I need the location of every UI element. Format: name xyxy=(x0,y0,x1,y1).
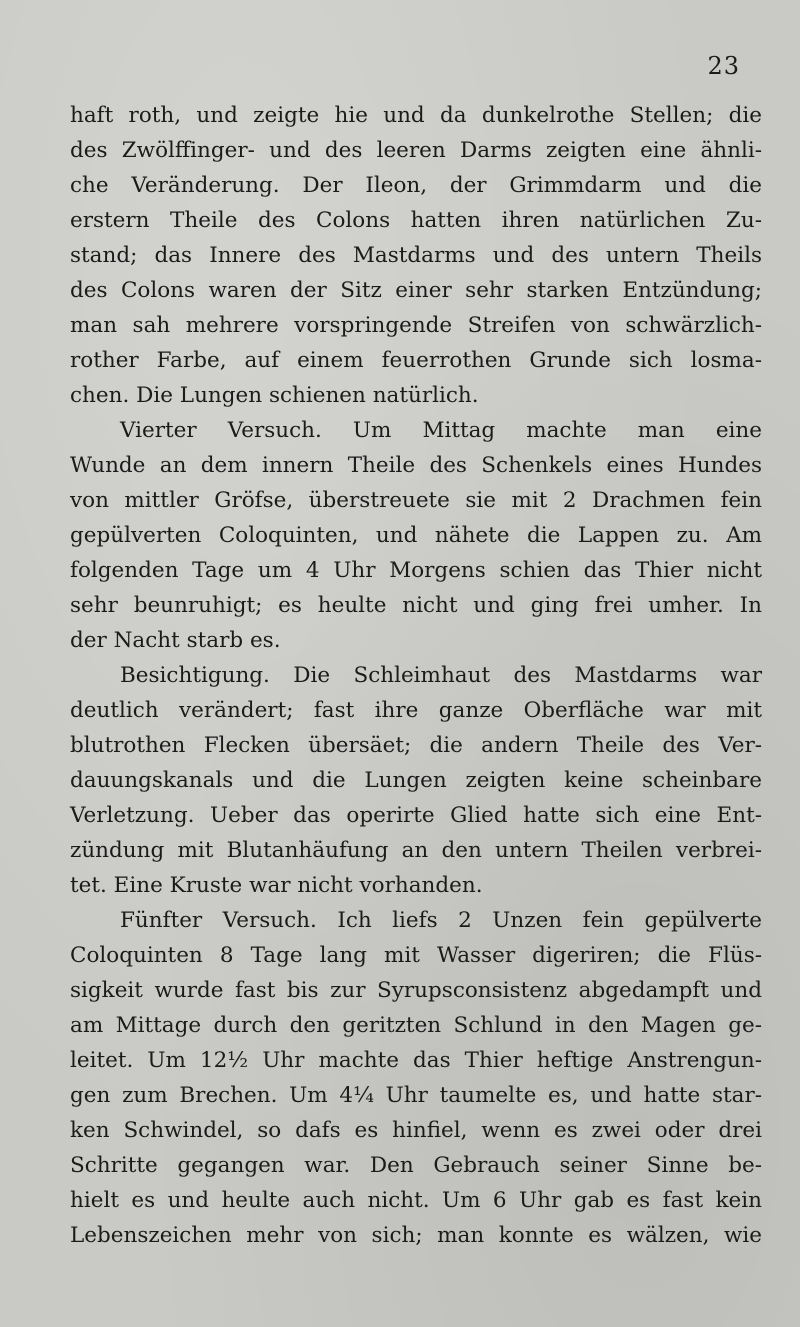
text-line: Fünfter Versuch. Ich liefs 2 Unzen fein gepülverte xyxy=(120,908,762,933)
text-line: che Veränderung. Der Ileon, der Grimmdarm und die xyxy=(70,173,762,198)
text-line: Coloquinten 8 Tage lang mit Wasser digeriren; die Flüs- xyxy=(70,943,762,968)
text-line: Schritte gegangen war. Den Gebrauch seiner Sinne be- xyxy=(70,1153,762,1178)
text-line: Lebenszeichen mehr von sich; man konnte es wälzen, wie xyxy=(70,1223,762,1248)
text-line: chen. Die Lungen schienen natürlich. xyxy=(70,383,479,408)
text-line: sigkeit wurde fast bis zur Syrupsconsistenz abgedampft und xyxy=(70,978,762,1003)
text-line: erstern Theile des Colons hatten ihren natürlichen Zu- xyxy=(70,208,762,233)
text-line: Verletzung. Ueber das operirte Glied hatte sich eine Ent- xyxy=(70,803,762,828)
text-line: von mittler Gröfse, überstreuete sie mit 2 Drachmen fein xyxy=(70,488,762,513)
text-line: stand; das Innere des Mastdarms und des untern Theils xyxy=(70,243,762,268)
text-line: gen zum Brechen. Um 4¼ Uhr taumelte es, und hatte star- xyxy=(70,1083,762,1108)
text-line: man sah mehrere vorspringende Streifen von schwärzlich- xyxy=(70,313,762,338)
text-line: deutlich verändert; fast ihre ganze Oberfläche war mit xyxy=(70,698,762,723)
text-line: haft roth, und zeigte hie und da dunkelrothe Stellen; die xyxy=(70,103,762,128)
text-line: Vierter Versuch. Um Mittag machte man eine xyxy=(120,418,762,443)
text-line: rother Farbe, auf einem feuerrothen Grunde sich losma- xyxy=(70,348,762,373)
text-line: des Colons waren der Sitz einer sehr starken Entzündung; xyxy=(70,278,762,303)
text-line: des Zwölffinger- und des leeren Darms zeigten eine ähnli- xyxy=(70,138,762,163)
text-line: hielt es und heulte auch nicht. Um 6 Uhr gab es fast kein xyxy=(70,1188,762,1213)
body-text xyxy=(70,98,762,1253)
text-line: ken Schwindel, so dafs es hinfiel, wenn es zwei oder drei xyxy=(70,1118,762,1143)
text-line: tet. Eine Kruste war nicht vorhanden. xyxy=(70,873,483,898)
text-line: zündung mit Blutanhäufung an den untern Theilen verbrei- xyxy=(70,838,762,863)
text-line: leitet. Um 12½ Uhr machte das Thier heftige Anstrengun- xyxy=(70,1048,762,1073)
text-line: folgenden Tage um 4 Uhr Morgens schien das Thier nicht xyxy=(70,558,762,583)
text-line: der Nacht starb es. xyxy=(70,628,281,653)
text-line: gepülverten Coloquinten, und nähete die Lappen zu. Am xyxy=(70,523,762,548)
text-line: dauungskanals und die Lungen zeigten keine scheinbare xyxy=(70,768,762,793)
text-line: blutrothen Flecken übersäet; die andern Theile des Ver- xyxy=(70,733,762,758)
text-line: am Mittage durch den geritzten Schlund in den Magen ge- xyxy=(70,1013,762,1038)
text-line: Wunde an dem innern Theile des Schenkels eines Hundes xyxy=(70,453,762,478)
text-line: Besichtigung. Die Schleimhaut des Mastdarms war xyxy=(120,663,762,688)
page-number: 23 xyxy=(707,52,740,80)
text-line: sehr beunruhigt; es heulte nicht und ging frei umher. In xyxy=(70,593,762,618)
